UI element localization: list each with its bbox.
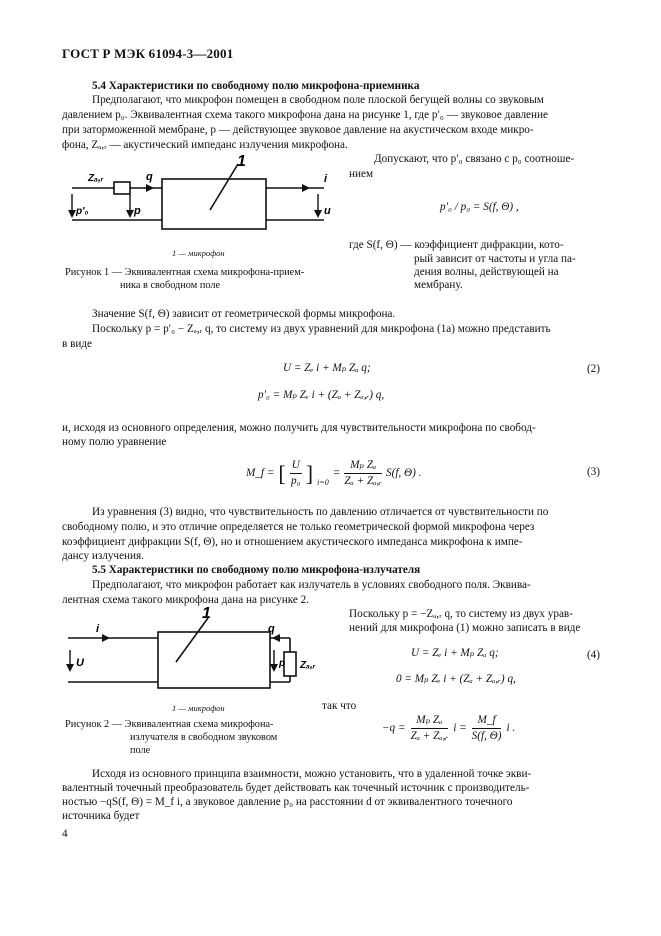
fig2-caption-line2: излучателя в свободном звуковом: [130, 732, 278, 743]
fig2-caption-line1: Рисунок 2 — Эквивалентная схема микрофона-: [65, 719, 274, 730]
s54-from-line1: Из уравнения (3) видно, что чувствительность по давлению отличается от чувствительности по: [92, 506, 549, 518]
equation-4a: U = Zₑ i + Mₚ Zₐ q;: [411, 647, 499, 659]
fig1-label-zar: Zₐ,ᵣ: [88, 173, 104, 184]
s54-para1-line2: давлением p₀. Эквивалентная схема такого микрофона дана на рисунке 1, где p′₀ — звуковое давление: [62, 109, 548, 121]
equation-2-number: (2): [586, 363, 600, 375]
equation-4b: 0 = Mₚ Zₑ i + (Zₐ + Zₐ,ᵣ) q,: [396, 673, 516, 685]
eq5-den: Zₐ + Zₐ,ᵣ: [410, 729, 449, 742]
s54-from-line3: коэффициент дифракции S(f, Θ), но и отношением акустического импеданса микрофона к импе-: [62, 536, 523, 548]
where-line2: рый зависит от частоты и угла па-: [414, 253, 576, 265]
s55-para1-line2: лентная схема такого микрофона дана на рисунке 2.: [62, 594, 310, 606]
eq3-left: M_f =: [246, 466, 275, 479]
fig2-label-u: U: [76, 657, 84, 669]
s54-right-line1: Допускают, что p′₀ связано с p₀ соотноше-: [374, 153, 575, 165]
fig2-label-i: i: [96, 623, 100, 635]
equation-4-number: (4): [586, 649, 600, 661]
s55-last-line1: Исходя из основного принципа взаимности, можно установить, что в удаленной точке экви-: [92, 768, 532, 780]
eq3-rden: Zₐ + Zₐ,ᵣ: [344, 474, 382, 487]
section-5-5-heading: 5.5 Характеристики по свободному полю микрофона-излучателя: [92, 564, 421, 576]
fig1-callout-number: 1: [237, 153, 246, 170]
eq5-mid: i =: [453, 721, 467, 734]
s54-value-line: Значение S(f, Θ) зависит от геометрической формы микрофона.: [92, 308, 396, 320]
s55-right-line1: Поскольку p = −Zₐ,ᵣ q, то систему из двух урав-: [349, 608, 573, 620]
fig1-label-p0: p′₀: [76, 206, 89, 217]
where-line1: где S(f, Θ) — коэффициент дифракции, кото-: [349, 239, 564, 251]
eq3-num: U: [290, 458, 302, 474]
fig1-caption-line1: Рисунок 1 — Эквивалентная схема микрофона-прием-: [65, 267, 305, 278]
fig2-label-p: p: [279, 658, 286, 669]
equation-2a: U = Zₑ i + Mₚ Zₐ q;: [283, 362, 371, 374]
where-line3: дения волны, действующей на: [414, 266, 559, 278]
s55-last-line2: валентный точечный преобразователь будет действовать как точечный источник с производитель-: [62, 782, 530, 794]
where-line4: мембрану.: [414, 279, 463, 291]
s54-para1-line3: при заторможенной мембране, p — действующее звуковое давление на акустическом входе микро-: [62, 124, 534, 136]
fig1-sublabel: 1 — микрофон: [172, 248, 225, 258]
s54-from-line2: свободному полю, и это отличие определяется не только геометрической формой микрофона через: [62, 521, 535, 533]
s54-para1-line1: Предполагают, что микрофон помещен в свободном поле плоской бегущей волны со звуковым: [92, 94, 544, 106]
figure-2-diagram: [62, 604, 332, 704]
eq5-num2: M_f: [472, 713, 502, 729]
s55-right-line2: нений для микрофона (1) можно записать в виде: [349, 622, 581, 634]
equation-3-number: (3): [586, 466, 600, 478]
equation-2b: p′₀ = Mₚ Zₑ i + (Zₐ + Zₐ,ᵣ) q,: [258, 389, 385, 401]
page-number: 4: [62, 828, 68, 840]
eq5-tail: i .: [506, 721, 516, 734]
s54-since-line2: в виде: [62, 338, 93, 350]
s54-and-line2: ному полю уравнение: [62, 436, 167, 448]
s55-last-line4: источника будет: [62, 810, 140, 822]
so-that-text: так что: [322, 700, 357, 712]
ratio-equation: p′₀ / p₀ = S(f, Θ) ,: [440, 201, 519, 213]
s54-and-line1: и, исходя из основного определения, можно получить для чувствительности микрофона по свобод-: [62, 422, 536, 434]
fig1-label-p: p: [134, 205, 141, 217]
eq3-subscript: i=0: [317, 478, 329, 487]
fig1-caption-line2: ника в свободном поле: [120, 280, 221, 291]
fig2-sublabel: 1 — микрофон: [172, 703, 225, 713]
eq5-den2: S(f, Θ): [471, 729, 502, 742]
s55-last-line3: ностью −qS(f, Θ) = M_f i, а звуковое давление p₀ на расстоянии d от эквивалентного точечного: [62, 796, 513, 808]
fig1-label-u: u: [324, 205, 331, 217]
fig2-label-q: q: [268, 623, 275, 635]
fig1-label-q: q: [146, 171, 153, 183]
s54-para1-line4: фона, Zₐ,ᵣ — акустический импеданс излучения микрофона.: [62, 139, 348, 151]
equation-5: [382, 713, 515, 743]
eq5-num: Mₚ Zₐ: [411, 713, 449, 729]
fig1-label-i: i: [324, 173, 328, 185]
equation-3: M_f = [ $\frac{U}{\text{p₀}}$ ] i=0 = $\frac{\text{Mₚ Zₐ}}{\text{Zₐ + Zₐ,ᵣ}}$ S(f, Θ) .: [246, 456, 421, 490]
fig2-caption-line3: поле: [130, 745, 151, 756]
s54-right-line2: нием: [349, 168, 374, 180]
eq3-rnum: Mₚ Zₐ: [344, 458, 382, 474]
s55-para1-line1: Предполагают, что микрофон работает как излучатель в условиях свободного поля. Эквива-: [92, 579, 531, 591]
section-5-4-heading: 5.4 Характеристики по свободному полю микрофона-приемника: [92, 80, 420, 92]
eq3-tail: S(f, Θ) .: [386, 466, 422, 479]
eq3-den: p₀: [291, 474, 301, 487]
s54-since-line1: Поскольку p = p′₀ − Zₐ,ᵣ q, то систему из двух уравнений для микрофона (1а) можно представить: [92, 323, 551, 335]
fig2-label-zar: Zₐ,ᵣ: [300, 660, 316, 671]
s54-from-line4: дансу излучения.: [62, 550, 144, 562]
document-header: ГОСТ Р МЭК 61094-3—2001: [62, 46, 234, 61]
eq5-left: −q =: [382, 721, 406, 734]
fig2-callout-number: 1: [202, 605, 211, 622]
